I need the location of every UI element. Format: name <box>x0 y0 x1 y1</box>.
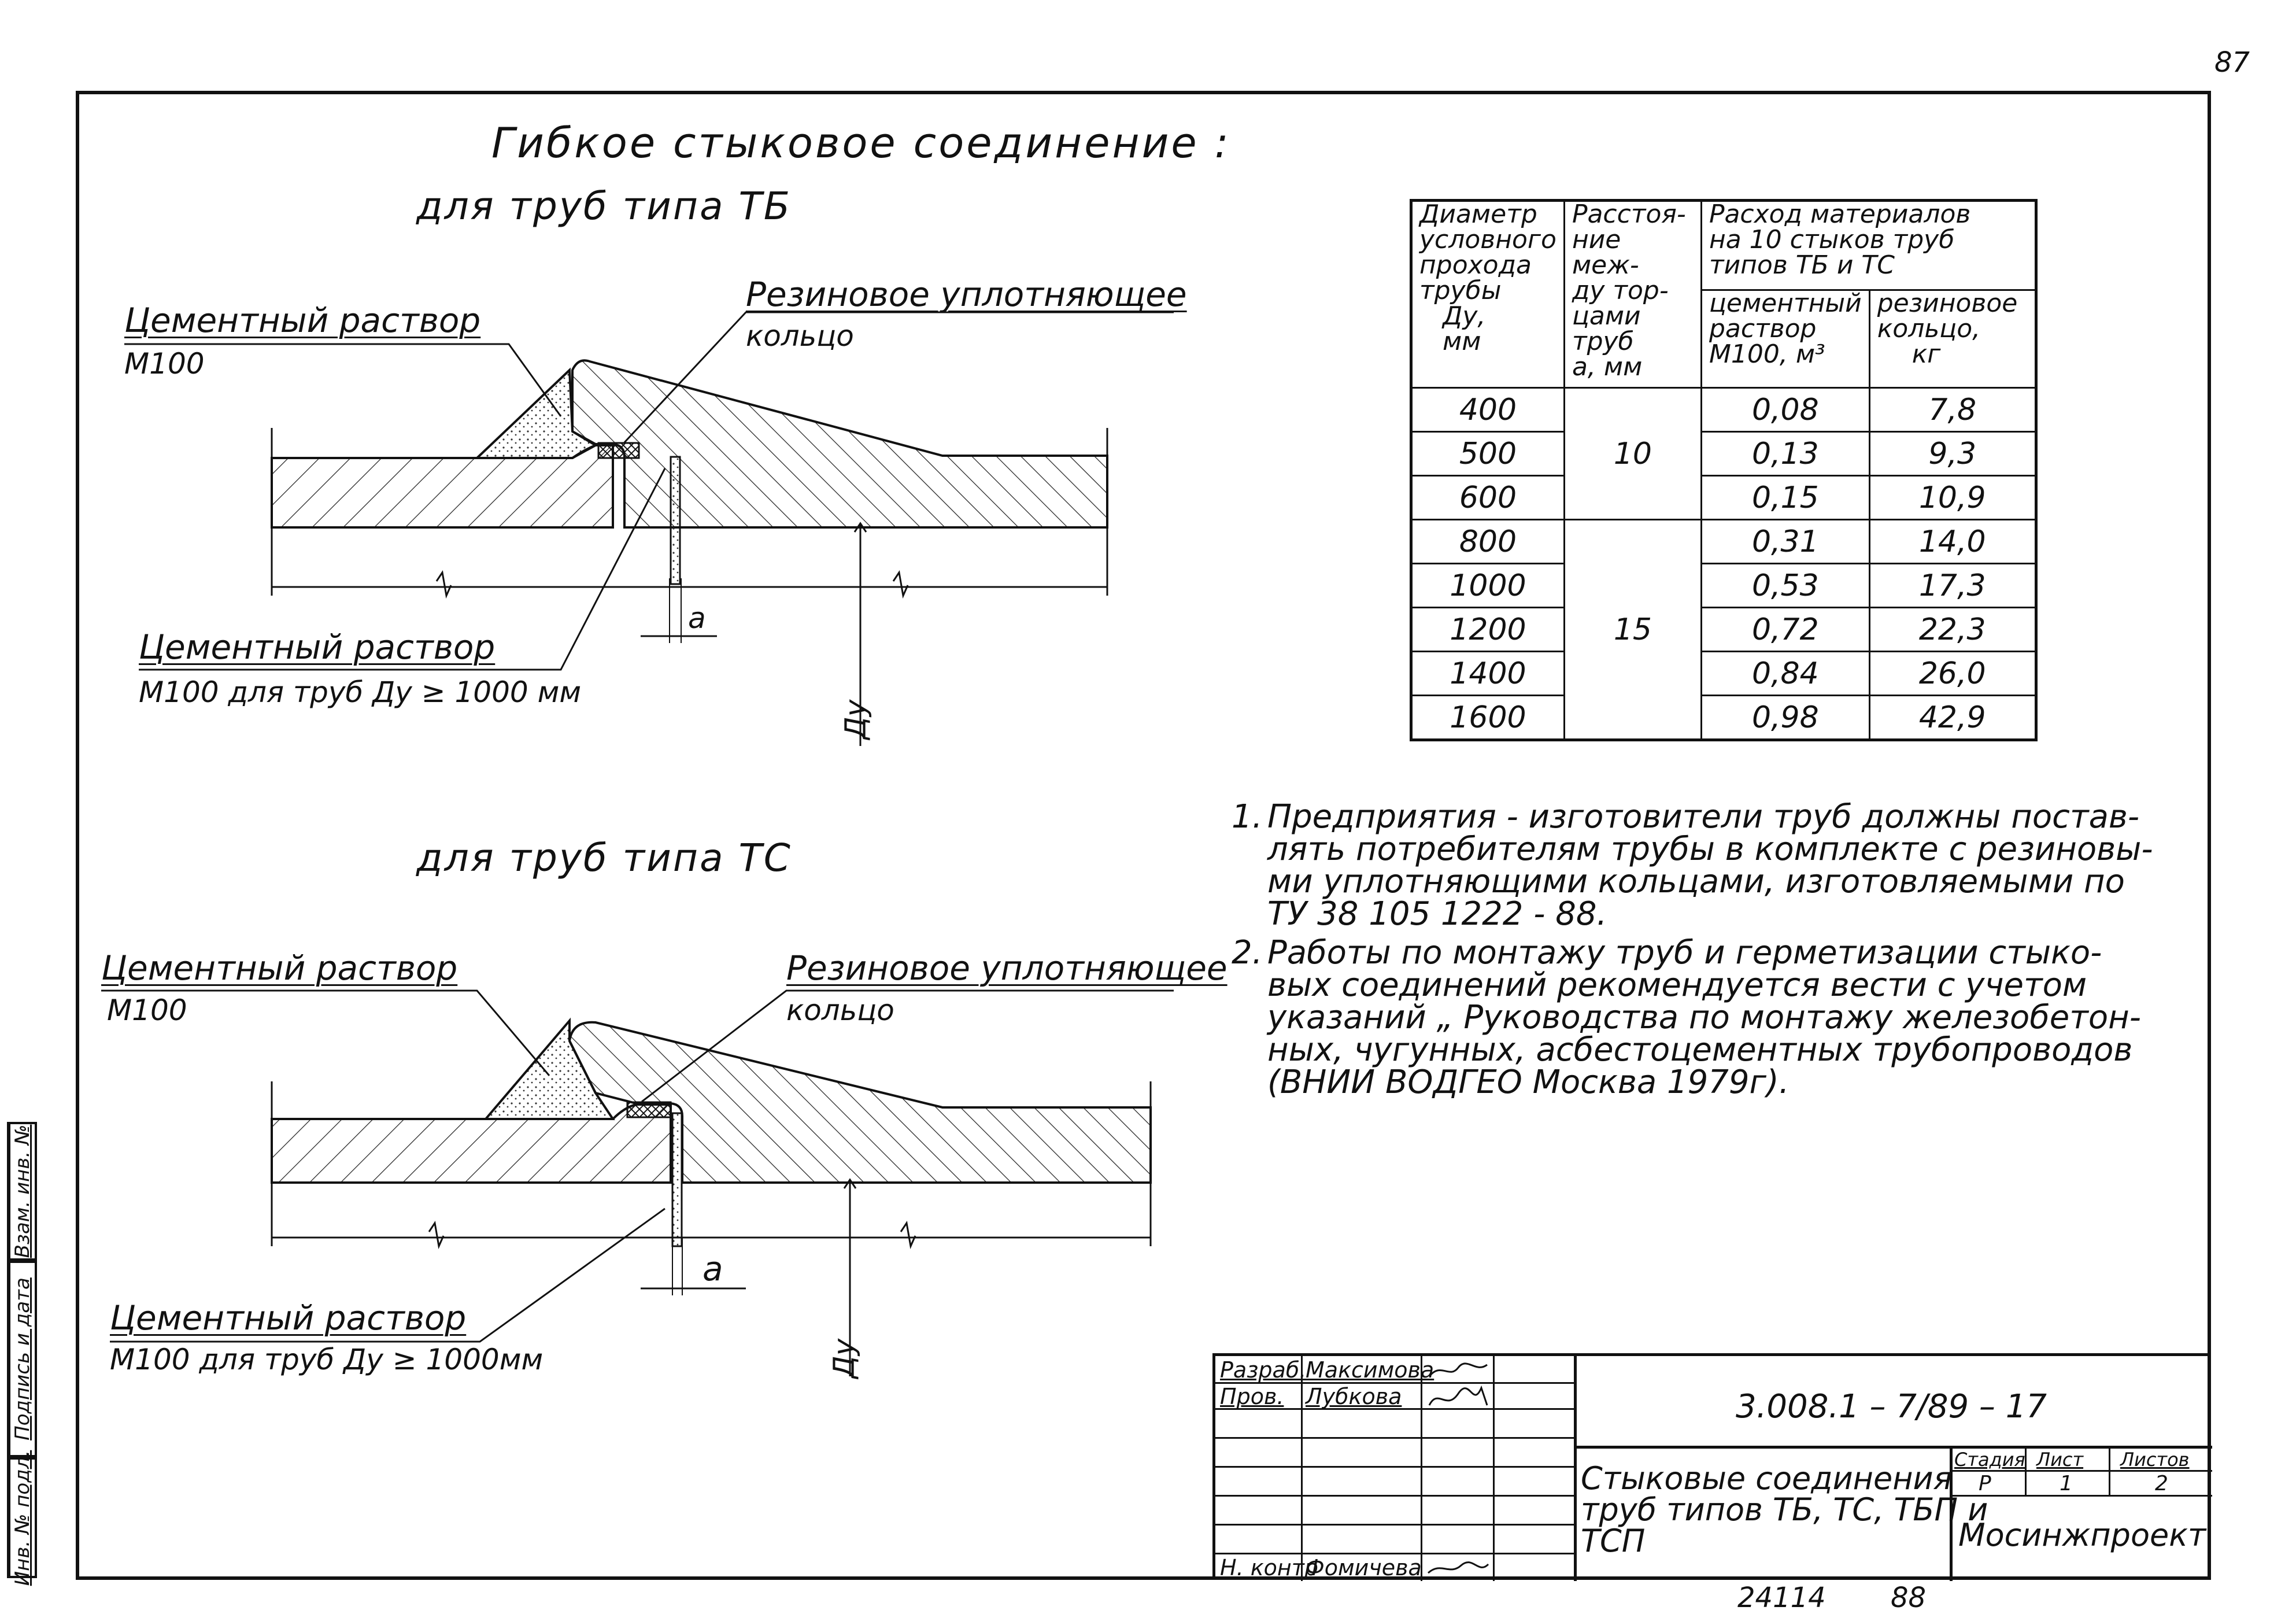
tc-dn-label: Ду <box>827 1338 861 1379</box>
tc-cement-mortar-label: Цементный раствор <box>101 948 458 988</box>
tb-gap-label: а <box>688 601 706 635</box>
stamp-replaced-inventory: Взам. инв. № <box>8 1122 37 1261</box>
header-cement: цементный раствор М100, м³ <box>1701 290 1869 387</box>
tb-rubber-ring-label: Резиновое уплотняющее <box>746 275 1187 314</box>
section-title-tb: для труб типа ТБ <box>416 184 792 228</box>
name-checker: Лубкова <box>1306 1384 1402 1409</box>
distance-group-15: 15 <box>1564 520 1701 740</box>
tc-gap-label: а <box>703 1249 723 1288</box>
document-code: 3.008.1 – 7/89 – 17 <box>1736 1388 2047 1425</box>
sheet-value: 1 <box>2060 1472 2073 1495</box>
table-row: 1000 0,53 17,3 <box>1411 564 2036 608</box>
role-checker: Пров. <box>1220 1384 1284 1409</box>
tc-cement-mortar-bottom-label: Цементный раствор <box>110 1298 467 1338</box>
page-number: 87 <box>2214 46 2250 79</box>
table-row: 1200 0,72 22,3 <box>1411 608 2036 652</box>
table-row: 1600 0,98 42,9 <box>1411 696 2036 740</box>
stamp-signature-date: Подпись и дата <box>8 1261 37 1457</box>
tc-rubber-ring-label: Резиновое уплотняющее <box>786 948 1228 988</box>
name-norm-control: Фомичева <box>1306 1555 1422 1580</box>
tb-cement-mortar-bottom-label: Цементный раствор <box>139 627 496 667</box>
material-consumption-table <box>1410 199 2038 741</box>
sheets-value: 2 <box>2155 1472 2168 1495</box>
tb-cement-grade-label: М100 <box>124 347 205 381</box>
header-consumption: Расход материалов на 10 стыков труб типов ТБ и ТС <box>1701 201 2036 290</box>
table-row: 800 15 0,31 14,0 <box>1411 520 2036 564</box>
stage-value: Р <box>1979 1472 1991 1495</box>
header-diameter: Диаметр условного прохода трубы Ду, мм <box>1411 201 1565 388</box>
drawing-title: Гибкое стыковое соединение : <box>491 119 1231 167</box>
table-row: 400 10 0,08 7,8 <box>1411 388 2036 432</box>
footer-suffix: 88 <box>1891 1582 1927 1614</box>
distance-group-10: 10 <box>1564 388 1701 520</box>
sheet-header: Лист <box>2036 1449 2084 1471</box>
table-row: 600 0,15 10,9 <box>1411 476 2036 520</box>
stamp-original-inventory: Инв. № подл. <box>8 1457 37 1578</box>
name-developer: Максимова <box>1306 1357 1434 1383</box>
tc-cement-bottom-note: М100 для труб Ду ≥ 1000мм <box>110 1343 544 1376</box>
section-title-tc: для труб типа ТС <box>416 836 792 880</box>
header-distance: Расстоя- ние меж- ду тор- цами труб а, мм <box>1564 201 1701 388</box>
footer-number: 24114 <box>1737 1582 1826 1614</box>
role-norm-control: Н. контр <box>1220 1555 1319 1580</box>
role-developer: Разраб. <box>1220 1357 1307 1383</box>
organization: Мосинжпроект <box>1958 1517 2206 1553</box>
tc-cement-grade-label: М100 <box>107 993 187 1027</box>
tb-rubber-ring-label-2: кольцо <box>746 319 854 353</box>
tb-cement-mortar-label: Цементный раствор <box>124 301 481 340</box>
tb-dn-label: Ду <box>838 699 872 740</box>
tc-rubber-ring-label-2: кольцо <box>786 993 894 1027</box>
tb-cement-bottom-note: М100 для труб Ду ≥ 1000 мм <box>139 675 582 709</box>
header-rubber: резиновое кольцо, кг <box>1869 290 2036 387</box>
title-block <box>1212 1353 2209 1578</box>
table-row: 500 0,13 9,3 <box>1411 432 2036 476</box>
sheets-header: Листов <box>2120 1449 2190 1471</box>
signature-marks <box>1424 1356 1493 1581</box>
stage-header: Стадия <box>1954 1449 2025 1471</box>
table-header-row <box>1411 201 2036 290</box>
table-row: 1400 0,84 26,0 <box>1411 652 2036 696</box>
document-title: Стыковые соединения труб типов ТБ, ТС, ТБП и ТСП <box>1581 1460 1988 1559</box>
